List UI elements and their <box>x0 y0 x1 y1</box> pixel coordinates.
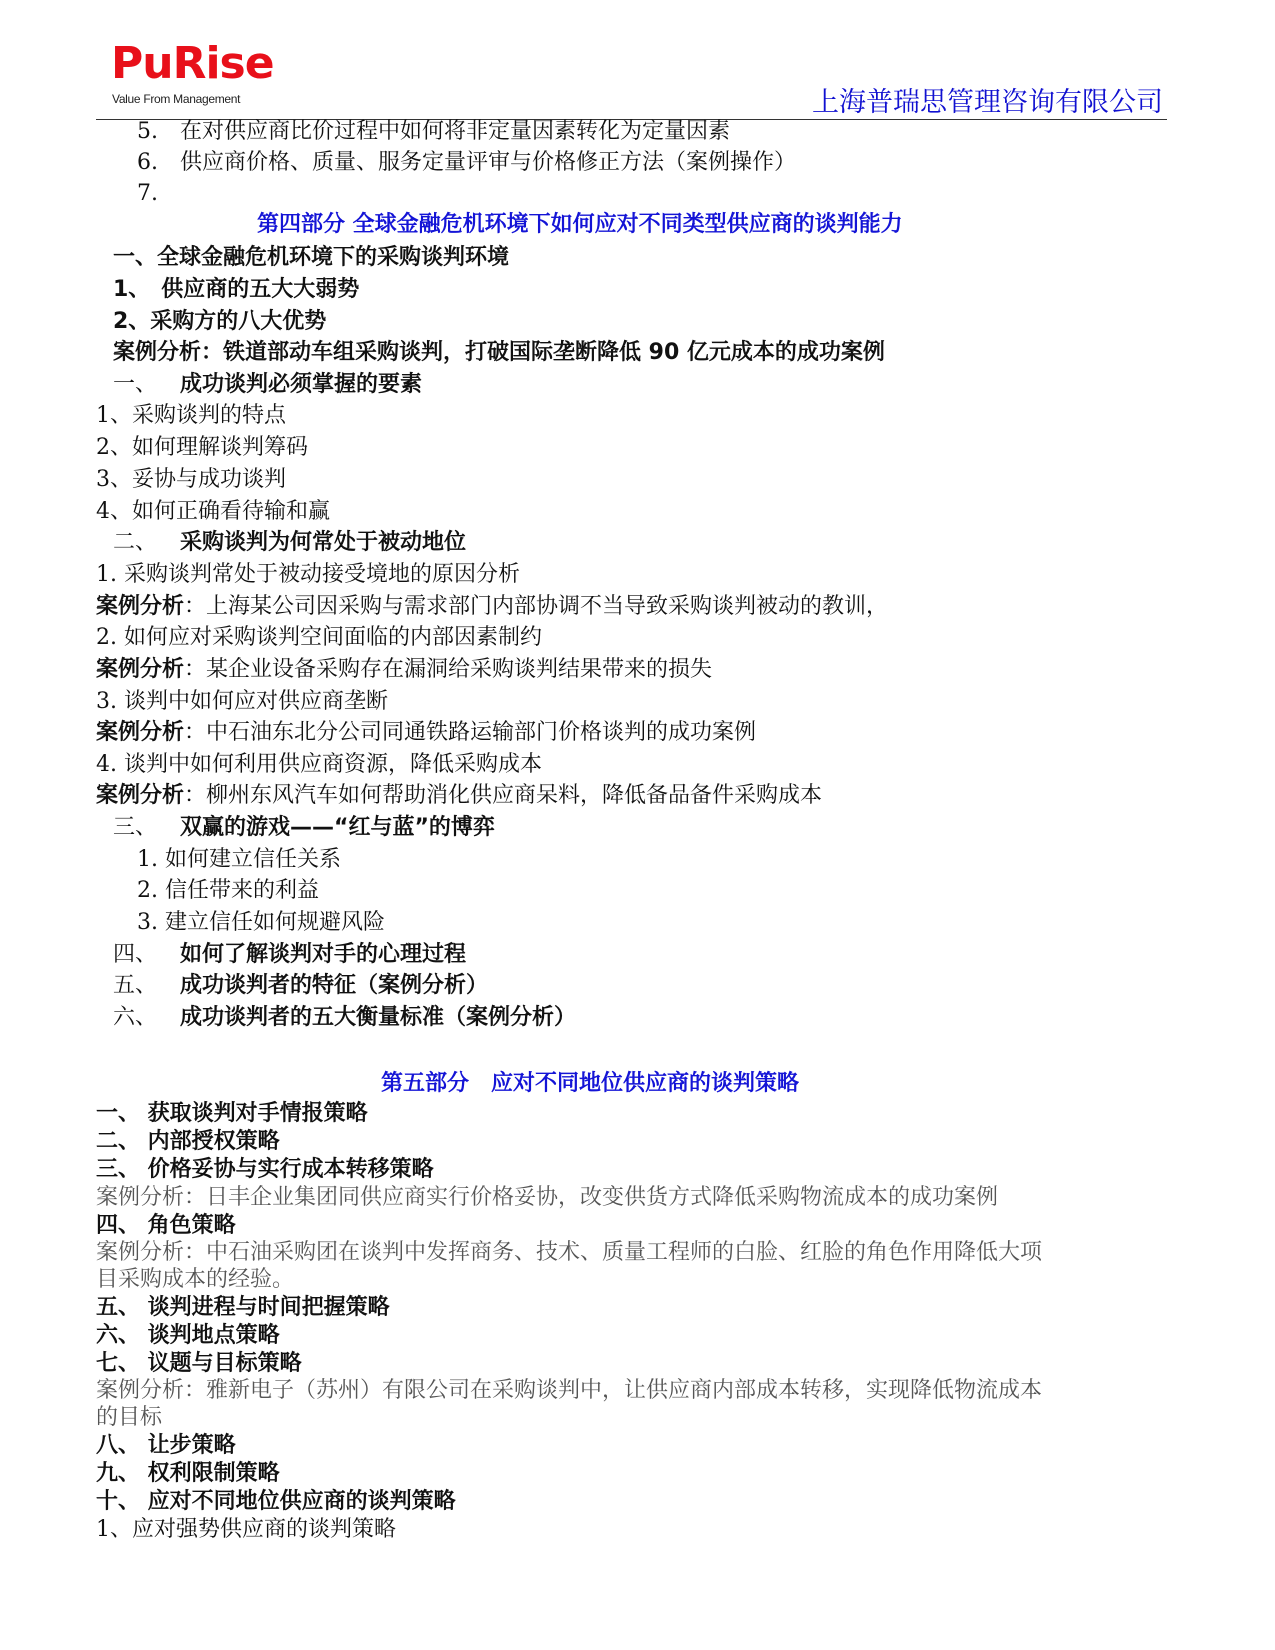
list-item: 7. <box>137 181 158 206</box>
case-text: ：某企业设备采购存在漏洞给采购谈判结果带来的损失 <box>184 657 713 682</box>
section-heading: 成功谈判必须掌握的要素 <box>180 372 423 397</box>
section-heading: 四、 角色策略 <box>96 1213 236 1238</box>
list-item: 2. 信任带来的利益 <box>137 878 319 903</box>
list-item: 1、应对强势供应商的谈判策略 <box>96 1517 396 1542</box>
logo-tagline: Value From Management <box>112 92 241 106</box>
list-item: 2. 如何应对采购谈判空间面临的内部因素制约 <box>96 625 542 650</box>
case-study-line: 的目标 <box>96 1405 163 1430</box>
list-item: 6. 供应商价格、质量、服务定量评审与价格修正方法（案例操作） <box>137 150 796 175</box>
case-text: ：上海某公司因采购与需求部门内部协调不当导致采购谈判被动的教训， <box>184 594 889 619</box>
case-study-line <box>96 781 822 811</box>
section-number: 一、 <box>113 372 158 397</box>
list-item: 1. 如何建立信任关系 <box>137 847 341 872</box>
case-label: 案例分析 <box>96 720 185 745</box>
case-label: 案例分析 <box>96 783 185 808</box>
case-study-line: 案例分析：铁道部动车组采购谈判，打破国际垄断降低 90 亿元成本的成功案例 <box>113 340 885 365</box>
section-number: 二、 <box>113 530 158 555</box>
section-heading: 三、 价格妥协与实行成本转移策略 <box>96 1157 434 1182</box>
section-heading: 十、 应对不同地位供应商的谈判策略 <box>96 1489 456 1514</box>
section-number: 五、 <box>113 973 158 998</box>
section-heading: 六、 谈判地点策略 <box>96 1323 280 1348</box>
section-heading: 1、 供应商的五大大弱势 <box>113 277 360 302</box>
list-item: 4、如何正确看待输和赢 <box>96 499 330 524</box>
list-item: 1. 采购谈判常处于被动接受境地的原因分析 <box>96 562 520 587</box>
section-heading: 一、全球金融危机环境下的采购谈判环境 <box>113 245 510 270</box>
section-heading: 五、 谈判进程与时间把握策略 <box>96 1295 390 1320</box>
section-heading: 成功谈判者的特征（案例分析） <box>180 973 489 998</box>
case-label: 案例分析 <box>96 657 185 682</box>
case-text: ：柳州东风汽车如何帮助消化供应商呆料，降低备品备件采购成本 <box>184 783 823 808</box>
section-heading: 七、 议题与目标策略 <box>96 1351 302 1376</box>
list-item: 3、妥协与成功谈判 <box>96 467 286 492</box>
section-number: 四、 <box>113 942 158 967</box>
case-label: 案例分析 <box>96 594 185 619</box>
list-item: 2、如何理解谈判筹码 <box>96 435 308 460</box>
case-study-line: 案例分析：中石油采购团在谈判中发挥商务、技术、质量工程师的白脸、红脸的角色作用降低大项 <box>96 1240 1043 1265</box>
section-heading: 双赢的游戏——“红与蓝”的博弈 <box>180 815 495 840</box>
section-heading: 如何了解谈判对手的心理过程 <box>180 942 467 967</box>
section-heading: 采购谈判为何常处于被动地位 <box>180 530 467 555</box>
section-number: 三、 <box>113 815 158 840</box>
case-study-line <box>96 655 712 685</box>
case-study-line: 案例分析：雅新电子（苏州）有限公司在采购谈判中，让供应商内部成本转移，实现降低物流成本 <box>96 1378 1043 1403</box>
case-study-line: 目采购成本的经验。 <box>96 1267 295 1292</box>
list-item: 1、采购谈判的特点 <box>96 403 286 428</box>
case-study-line <box>96 718 756 748</box>
purise-logo <box>111 36 274 108</box>
logo-wordmark: PuRise <box>111 38 274 89</box>
company-name: 上海普瑞思管理咨询有限公司 <box>812 87 1163 118</box>
list-item: 3. 谈判中如何应对供应商垄断 <box>96 689 388 714</box>
section-heading: 八、 让步策略 <box>96 1433 236 1458</box>
section-heading: 2、采购方的八大优势 <box>113 309 327 334</box>
part5-heading: 第五部分 应对不同地位供应商的谈判策略 <box>381 1071 800 1096</box>
section-heading: 二、 内部授权策略 <box>96 1129 280 1154</box>
section-heading: 九、 权利限制策略 <box>96 1461 280 1486</box>
list-item: 5. 在对供应商比价过程中如何将非定量因素转化为定量因素 <box>137 119 730 144</box>
case-text: ：中石油东北分公司同通铁路运输部门价格谈判的成功案例 <box>184 720 757 745</box>
part4-heading: 第四部分 全球金融危机环境下如何应对不同类型供应商的谈判能力 <box>257 212 903 237</box>
list-item: 4. 谈判中如何利用供应商资源，降低采购成本 <box>96 752 542 777</box>
section-heading: 成功谈判者的五大衡量标准（案例分析） <box>180 1005 577 1030</box>
case-study-line <box>96 592 888 622</box>
section-number: 六、 <box>113 1005 158 1030</box>
list-item: 3. 建立信任如何规避风险 <box>137 910 385 935</box>
case-study-line: 案例分析：日丰企业集团同供应商实行价格妥协，改变供货方式降低采购物流成本的成功案例 <box>96 1185 999 1210</box>
section-heading: 一、 获取谈判对手情报策略 <box>96 1101 368 1126</box>
